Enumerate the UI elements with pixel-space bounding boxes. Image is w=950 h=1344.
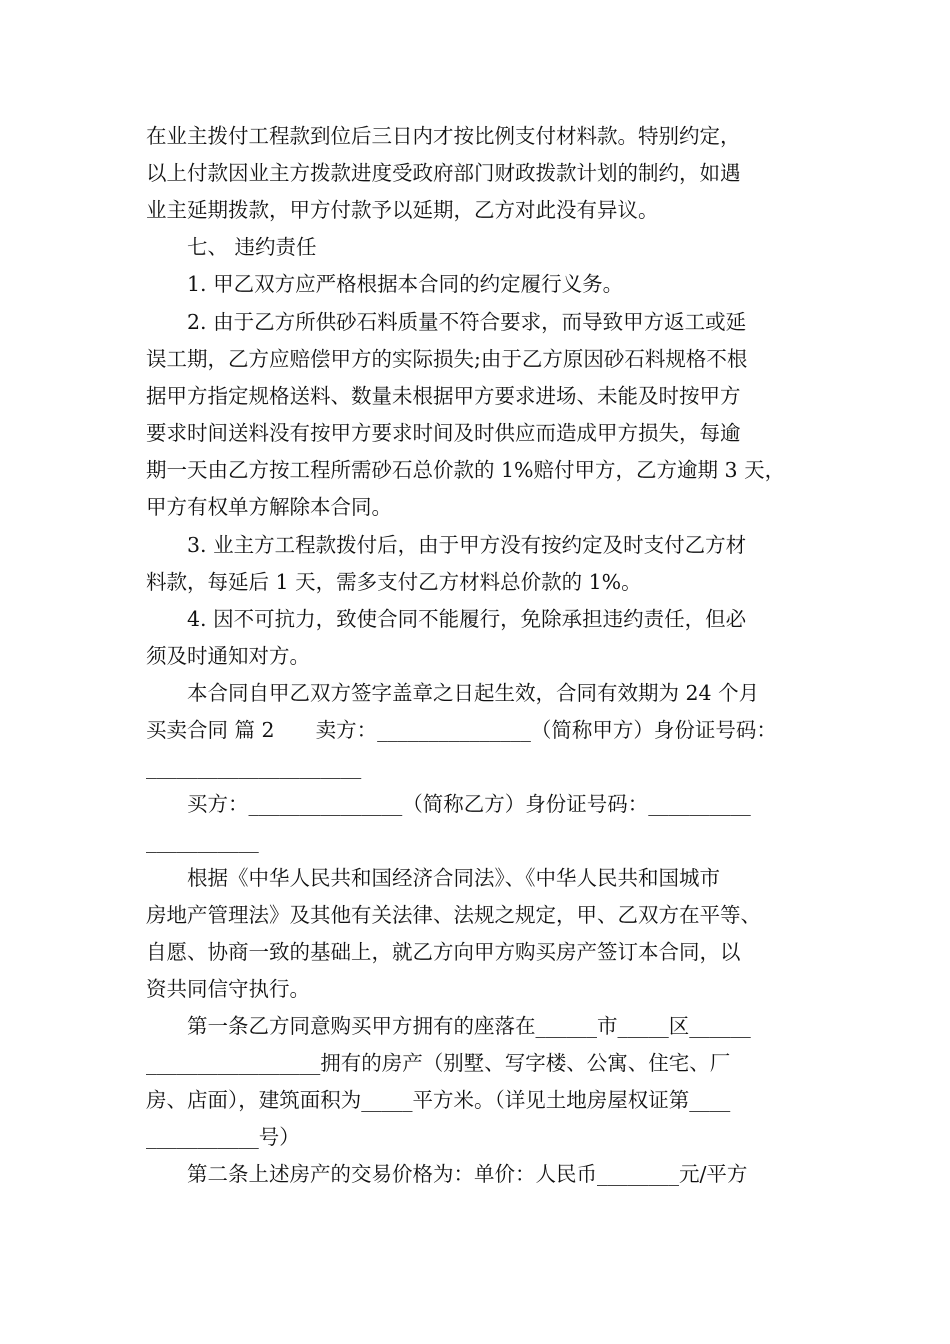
text-line: 买方：_______________（简称乙方）身份证号码：__________ xyxy=(146,792,751,816)
text-line: 期一天由乙方按工程所需砂石总价款的 1%赔付甲方，乙方逾期 3 天， xyxy=(146,458,786,482)
text-line: 房、店面），建筑面积为_____平方米。（详见土地房屋权证第____ xyxy=(146,1088,731,1112)
text-line: 七、 违约责任 xyxy=(146,235,317,259)
text-line: 误工期，乙方应赔偿甲方的实际损失;由于乙方原因砂石料规格不根 xyxy=(146,347,748,371)
text-line: 资共同信守执行。 xyxy=(146,977,310,1001)
text-line: 4. 因不可抗力，致使合同不能履行，免除承担违约责任，但必 xyxy=(146,607,747,631)
text-line: 3. 业主方工程款拨付后，由于甲方没有按约定及时支付乙方材 xyxy=(146,533,747,557)
text-line: 业主延期拨款，甲方付款予以延期，乙方对此没有异议。 xyxy=(146,198,659,222)
text-line: _________________拥有的房产（别墅、写字楼、公寓、住宅、厂 xyxy=(146,1051,731,1075)
text-line: 须及时通知对方。 xyxy=(146,644,310,668)
text-line: ___________号） xyxy=(146,1125,300,1149)
text-line: 以上付款因业主方拨款进度受政府部门财政拨款计划的制约，如遇 xyxy=(146,161,741,185)
text-line: 第一条乙方同意购买甲方拥有的座落在______市_____区______ xyxy=(146,1014,751,1038)
text-line: 根据《中华人民共和国经济合同法》、《中华人民共和国城市 xyxy=(146,866,720,890)
text-line: 本合同自甲乙双方签字盖章之日起生效，合同有效期为 24 个月 xyxy=(146,681,760,705)
text-line: _____________________ xyxy=(146,755,362,779)
text-line: 买卖合同 篇 2 卖方：_______________（简称甲方）身份证号码： xyxy=(146,718,777,742)
text-line: 要求时间送料没有按甲方要求时间及时供应而造成甲方损失，每逾 xyxy=(146,421,741,445)
text-line: 在业主拨付工程款到位后三日内才按比例支付材料款。特别约定， xyxy=(146,124,741,148)
text-line: 2. 由于乙方所供砂石料质量不符合要求，而导致甲方返工或延 xyxy=(146,310,747,334)
text-line: 自愿、协商一致的基础上，就乙方向甲方购买房产签订本合同，以 xyxy=(146,940,741,964)
text-line: 甲方有权单方解除本合同。 xyxy=(146,495,392,519)
text-line: 1. 甲乙双方应严格根据本合同的约定履行义务。 xyxy=(146,272,624,296)
text-line: ___________ xyxy=(146,829,259,853)
text-line: 料款，每延后 1 天，需多支付乙方材料总价款的 1%。 xyxy=(146,570,642,594)
text-line: 第二条上述房产的交易价格为：单价：人民币________元/平方 xyxy=(146,1162,748,1186)
text-line: 房地产管理法》及其他有关法律、法规之规定，甲、乙双方在平等、 xyxy=(146,903,761,927)
text-line: 据甲方指定规格送料、数量未根据甲方要求进场、未能及时按甲方 xyxy=(146,384,741,408)
